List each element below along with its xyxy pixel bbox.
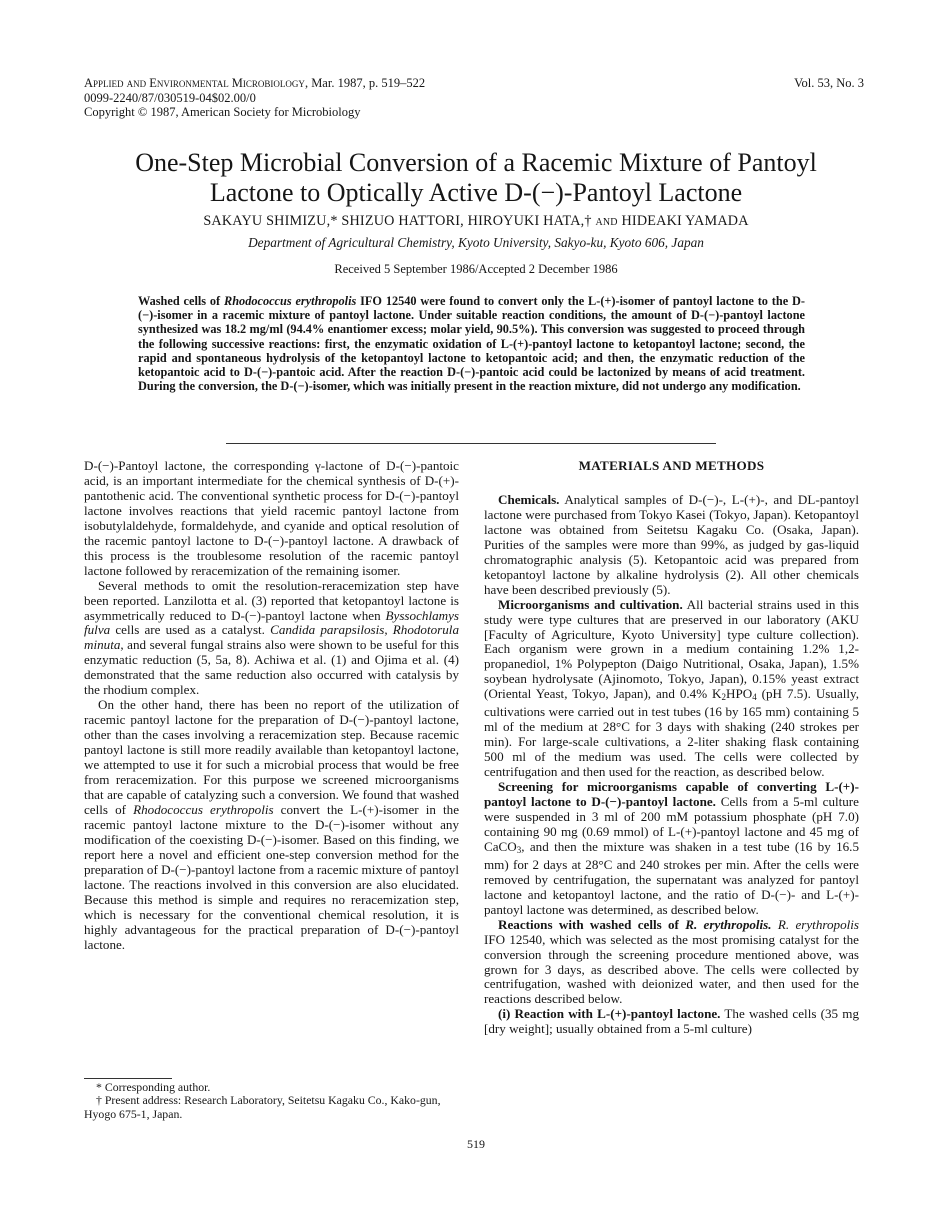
abstract-text-1: Washed cells of [138, 294, 224, 308]
abstract-organism: Rhodococcus erythropolis [224, 294, 357, 308]
subscript: 2 [721, 692, 726, 703]
intro-p2-organism-2: Candida parapsilosis [270, 622, 385, 638]
reactions-paragraph [484, 918, 859, 1008]
footnote-divider [84, 1078, 172, 1079]
abstract-divider [226, 443, 716, 444]
received-accepted-dates: Received 5 September 1986/Accepted 2 December 1986 [334, 262, 618, 276]
intro-p2-text-c: , [384, 622, 393, 638]
intro-p2-text-a: Several methods to omit the resolution-reracemization step have been reported. Lanzilotta et al. (3) reported that ketopantoyl lactone is asymmetrically reduced to D-(−)-pantoyl lactone when [84, 577, 459, 623]
reactions-title-organism: R. erythropolis. [685, 916, 772, 932]
microorganisms-text-3: (pH 7.5). Usually, cultivations were carried out in test tubes (16 by 165 mm) containing 5 ml of the medium at 28°C for 3 days with shaking (240 strokes per min). For large-scale cultivations, a 2-liter shaking flask containing 500 ml of the medium was used. The cells were collected by centrifugation and then used for the reaction, as described below. [484, 686, 859, 780]
intro-paragraph-3 [84, 698, 459, 952]
intro-p3-text-a: On the other hand, there has been no report of the utilization of racemic pantoyl lactone for the preparation of D-(−)-pantoyl lactone, other than the cases involving a reracemization step. Because racemic pantoyl lactone is still more readily available than ketopantoyl lactone, we attempted to use it for such a microbial process that would be free from reracemization. For this purpose we screened microorganisms that are capable of catalyzing such a conversion. We found that washed cells of [84, 697, 459, 817]
microorganisms-paragraph [484, 598, 859, 780]
screening-paragraph [484, 780, 859, 918]
article-code: 0099-2240/87/030519-04$02.00/0 [84, 90, 256, 105]
footnote-present-address: † Present address: Research Laboratory, Seitetsu Kagaku Co., Kako-gun, Hyogo 675-1, Japan. [84, 1093, 441, 1121]
journal-name: Applied and Environmental Microbiology [84, 76, 305, 90]
journal-date-pages: , Mar. 1987, p. 519–522 [304, 76, 426, 90]
authors-and: and [591, 213, 622, 229]
left-column [84, 459, 459, 952]
authors-part-1: SAKAYU SHIMIZU,* SHIZUO HATTORI, HIROYUKI HATA,† [203, 213, 592, 229]
screening-text-2: , and then the mixture was shaken in a test tube (16 by 16.5 mm) for 2 days at 28°C and 240 strokes per min. After the cells were removed by centrifugation, the supernatant was analyzed for pantoyl lactone and ketopantoyl lactone, and the ratio of D-(−)- and L-(+)-pantoyl lactone was determined, as described below. [484, 838, 859, 917]
reactions-organism: R. erythropolis [777, 916, 859, 932]
microorganisms-text-2: HPO [726, 686, 753, 702]
page-number: 519 [467, 1137, 485, 1151]
subscript: 4 [752, 692, 757, 703]
screening-text-1: Cells from a 5-ml culture were suspended in 3 ml of 200 mM potassium phosphate (pH 7.0) containing 90 mg (0.69 mmol) of L-(+)-pantoyl lactone and 45 mg of CaCO [484, 794, 859, 854]
reaction-l-pantoyl-paragraph [484, 1007, 859, 1037]
affiliation: Department of Agricultural Chemistry, Kyoto University, Sakyo-ku, Kyoto 606, Japan [248, 235, 704, 250]
footnote-corresponding-author: * Corresponding author. [96, 1080, 211, 1094]
intro-paragraph-2 [84, 579, 459, 699]
volume-issue: Vol. 53, No. 3 [794, 76, 864, 90]
copyright-line: Copyright © 1987, American Society for Microbiology [84, 105, 361, 119]
chemicals-text: Analytical samples of D-(−)-, L-(+)-, and DL-pantoyl lactone were purchased from Tokyo Kasei (Tokyo, Japan). Ketopantoyl lactone was obtained from Seitetsu Kagaku Co. (Osaka, Japan). Purities of the samples were more than 99%, as judged by gas-liquid chromatographic analysis (5). Ketopantoic acid was prepared from ketopantoyl lactone by alkaline hydrolysis (2). All other chemicals have been described previously (5). [484, 491, 859, 597]
reactions-text: IFO 12540, which was selected as the most promising catalyst for the conversion through the screening procedure mentioned above, was grown for 3 days, as described above. The cells were collected by centrifugation, washed with deionized water, and then used for the reactions described below. [484, 931, 859, 1007]
abstract [138, 294, 805, 393]
intro-paragraph-1: D-(−)-Pantoyl lactone, the corresponding γ-lactone of D-(−)-pantoic acid, is an important intermediate for the chemical synthesis of D-(+)-pantothenic acid. The conventional synthetic process for D-(−)-pantoyl lactone involves reactions that yield racemic pantoyl lactone from isobutylaldehyde, formaldehyde, and cyanide and optical resolution of the racemic pantoyl lactone to D-(−)-pantoyl lactone. A drawback of this process is the troublesome resolution of the racemic pantoyl lactone followed by reracemization of the remaining isomer. [84, 458, 459, 578]
reaction-l-pantoyl-text: The washed cells (35 mg [dry weight]; usually obtained from a 5-ml culture) [484, 1006, 859, 1037]
abstract-text-2: IFO 12540 were found to convert only the L-(+)-isomer of pantoyl lactone to the D-(−)-isomer in a racemic mixture of pantoyl lactone. Under suitable reaction conditions, the amount of D-(−)-pantoyl lactone synthesized was 18.2 mg/ml (94.4% enantiomer excess; molar yield, 90.5%). This conversion was suggested to proceed through the following successive reactions: first, the enzymatic oxidation of L-(+)-pantoyl lactone to ketopantoyl lactone; second, the rapid and spontaneous hydrolysis of the ketopantoyl lactone to ketopantoic acid; and then, the enzymatic reduction of the ketopantoic acid to D-(−)-pantoic acid. After the reaction D-(−)-pantoic acid could be lactonized by means of acid treatment. During the conversion, the D-(−)-isomer, which was initially present in the reaction mixture, did not undergo any modification. [138, 294, 805, 394]
running-header [84, 76, 644, 120]
intro-p2-organism-3: Rhodotorula minuta [84, 622, 459, 653]
intro-p3-text-b: convert the L-(+)-isomer in the racemic pantoyl lactone mixture to the D-(−)-isomer without any modification of the coexisting D-(−)-isomer. Based on this finding, we report here a novel and efficient one-step conversion method for the preparation of D-(−)-pantoyl lactone from a racemic mixture of pantoyl lactone. The reactions involved in this conversion are also elucidated. Because this method is simple and requires no reracemization step, which is necessary for the conventional chemical resolution, it is highly advantageous for the practical preparation of D-(−)-pantoyl lactone. [84, 801, 460, 952]
section-heading-materials-methods: MATERIALS AND METHODS [578, 458, 765, 473]
intro-p3-organism: Rhodococcus erythropolis [133, 801, 274, 817]
screening-run-in-title: Screening for microorganisms capable of converting L-(+)-pantoyl lactone to D-(−)-pantoyl lactone. [484, 779, 859, 810]
intro-p2-text-d: , and several fungal strains also were shown to be useful for this enzymatic reduction (5, 5a, 8). Achiwa et al. (1) and Ojima et al. (4) demonstrated that the same reduction also occurred with catalysis by the rhodium complex. [84, 637, 459, 698]
chemicals-paragraph [484, 493, 859, 598]
intro-p2-organism-1: Byssochlamys fulva [84, 607, 459, 638]
reactions-run-in-title: Reactions with washed cells of [498, 916, 686, 932]
title-line-1: One-Step Microbial Conversion of a Racemic Mixture of Pantoyl [135, 148, 817, 177]
title-line-2: Lactone to Optically Active D-(−)-Pantoyl Lactone [209, 178, 743, 207]
intro-p2-text-b: cells are used as a catalyst. [110, 622, 271, 638]
article-title [60, 148, 892, 208]
right-column [484, 459, 859, 1037]
microorganisms-run-in-title: Microorganisms and cultivation. [498, 596, 683, 612]
journal-citation [84, 76, 644, 91]
microorganisms-text-1: All bacterial strains used in this study were type cultures that are preserved in our laboratory (AKU [Faculty of Agriculture, Kyoto University] type culture collection). Each organism were grown in a medium containing 1.2% 1,2-propanediol, 1% Polypepton (Daigo Nutritional, Osaka, Japan), 1.5% soybean hydrolysate (Ajinomoto, Tokyo, Japan), 0.15% yeast extract (Oriental Yeast, Tokyo, Japan), and 0.4% K [484, 596, 859, 702]
reaction-l-pantoyl-title: (i) Reaction with L-(+)-pantoyl lactone. [498, 1006, 721, 1022]
chemicals-run-in-title: Chemicals. [498, 491, 560, 507]
subscript: 3 [516, 844, 522, 855]
authors-part-2: HIDEAKI YAMADA [621, 213, 749, 229]
footnotes [84, 1081, 464, 1121]
author-list [60, 212, 892, 230]
